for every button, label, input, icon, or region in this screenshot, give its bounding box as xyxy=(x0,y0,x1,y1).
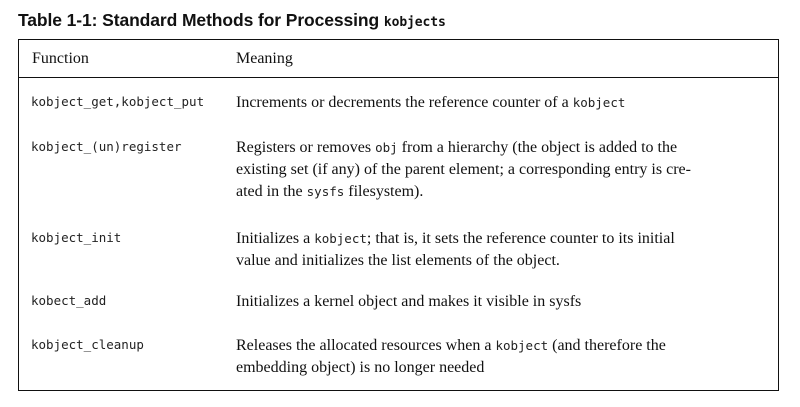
meaning-code: kobject xyxy=(314,231,367,246)
meaning-code: kobject xyxy=(572,95,626,110)
meaning-text: existing set (if any) of the parent element; a corresponding entry is cre- xyxy=(236,161,691,178)
function-cell: kobject_(un)register xyxy=(31,139,182,154)
table-caption xyxy=(18,10,446,31)
meaning-cell xyxy=(236,291,746,313)
function-cell: kobject_cleanup xyxy=(31,337,144,352)
header-function: Function xyxy=(32,50,89,67)
meaning-cell xyxy=(236,335,746,379)
meaning-text: Initializes a xyxy=(236,230,315,247)
meaning-text: (and therefore the xyxy=(548,337,666,354)
meaning-text: from a hierarchy (the object is added to the xyxy=(397,139,678,156)
meaning-code: sysfs xyxy=(306,184,345,199)
function-cell: kobject_get,kobject_put xyxy=(31,94,205,109)
meaning-code: obj xyxy=(375,140,398,155)
meaning-cell xyxy=(236,92,746,114)
table-row xyxy=(19,92,778,118)
header-meaning: Meaning xyxy=(236,50,293,67)
meaning-text: ; that is, it sets the reference counter to its initial xyxy=(366,230,675,247)
table-row xyxy=(19,137,778,207)
meaning-code: kobject xyxy=(495,338,549,353)
meaning-cell xyxy=(236,137,746,203)
meaning-text: Increments or decrements the reference counter of a xyxy=(236,94,573,111)
caption-code: kobjects xyxy=(383,15,446,30)
meaning-text: ated in the xyxy=(236,183,307,200)
meaning-text: value and initializes the list elements of the object. xyxy=(236,252,560,269)
function-cell: kobject_init xyxy=(31,230,122,245)
table-row xyxy=(19,228,778,276)
meaning-text: Initializes a kernel object and makes it visible in sysfs xyxy=(236,293,582,310)
meaning-text: filesystem). xyxy=(344,183,424,200)
methods-table xyxy=(18,39,779,391)
meaning-text: Releases the allocated resources when a xyxy=(236,337,496,354)
function-cell: kobect_add xyxy=(31,293,107,308)
table-row xyxy=(19,335,778,383)
meaning-cell xyxy=(236,228,746,272)
table-header-row xyxy=(19,40,778,78)
meaning-text: embedding object) is no longer needed xyxy=(236,359,485,376)
table-row xyxy=(19,291,778,317)
meaning-text: Registers or removes xyxy=(236,139,376,156)
caption-text: Table 1-1: Standard Methods for Processing xyxy=(18,10,384,30)
